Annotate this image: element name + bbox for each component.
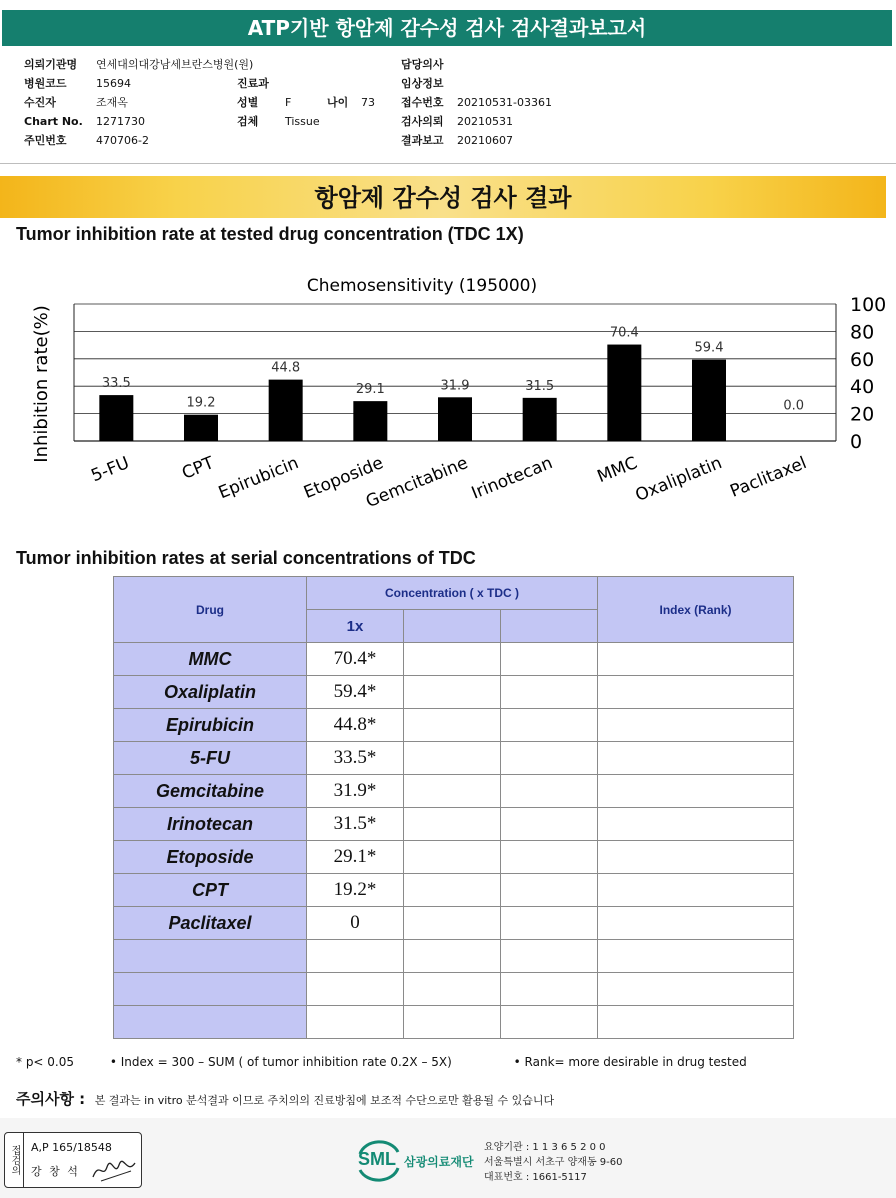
value-1x-cell: 31.5* [307, 808, 404, 841]
table-row [114, 808, 794, 841]
chart-bar [438, 397, 472, 441]
age-value: 73 [361, 96, 375, 109]
chart-bar [692, 360, 726, 441]
empty-concentration-cell [501, 1006, 598, 1039]
chart-data-label: 33.5 [101, 376, 131, 392]
chart-y-tick: 80 [850, 321, 875, 344]
info-value: 20210531-03361 [457, 96, 552, 109]
table-row [114, 841, 794, 874]
info-row [24, 93, 253, 112]
chart-y-tick: 60 [850, 348, 875, 371]
empty-concentration-cell [404, 676, 501, 709]
index-rank-cell [598, 643, 794, 676]
divider [0, 163, 896, 164]
index-rank-cell [598, 841, 794, 874]
concentration-1x-header: 1x [307, 610, 404, 643]
empty-concentration-cell [501, 676, 598, 709]
value-1x-cell [307, 1006, 404, 1039]
info-row [401, 112, 552, 131]
info-row [24, 74, 253, 93]
concentration-empty-header [404, 610, 501, 643]
drug-cell [114, 1006, 307, 1039]
drug-cell [114, 940, 307, 973]
chart-x-tick: Paclitaxel [727, 453, 810, 502]
chart-data-label: 31.5 [525, 378, 555, 394]
info-key: 접수번호 [401, 96, 444, 109]
concentration-header: Concentration ( x TDC ) [307, 577, 598, 610]
drug-cell: CPT [114, 874, 307, 907]
empty-concentration-cell [404, 1006, 501, 1039]
drug-header: Drug [114, 577, 307, 643]
empty-concentration-cell [404, 841, 501, 874]
info-row [24, 131, 253, 150]
index-rank-cell [598, 676, 794, 709]
empty-concentration-cell [404, 940, 501, 973]
org-code: 요양기관 : 1 1 3 6 5 2 0 0 [484, 1142, 606, 1153]
chart-y-tick: 100 [850, 294, 887, 316]
info-value: 470706-2 [96, 134, 149, 147]
sex-value: F [285, 96, 292, 109]
info-row [401, 93, 552, 112]
info-row [24, 55, 253, 74]
age-label: 나이 [327, 96, 349, 109]
value-1x-cell: 70.4* [307, 643, 404, 676]
info-key: 임상정보 [401, 77, 444, 90]
info-value: 20210531 [457, 115, 513, 128]
chart-data-label: 0.0 [783, 398, 805, 414]
value-1x-cell: 29.1* [307, 841, 404, 874]
empty-concentration-cell [501, 643, 598, 676]
info-value: 15694 [96, 77, 131, 90]
chart-data-label: 31.9 [440, 378, 470, 394]
empty-concentration-cell [501, 709, 598, 742]
chart-x-ticks [88, 453, 809, 512]
info-key: 수진자 [24, 96, 56, 109]
chart-data-label: 70.4 [609, 325, 639, 341]
drug-cell: Gemcitabine [114, 775, 307, 808]
org-phone: 대표번호 : 1661-5117 [484, 1172, 587, 1183]
org-name: 삼광의료재단 [404, 1155, 474, 1169]
drug-cell: Epirubicin [114, 709, 307, 742]
info-row [237, 112, 375, 131]
chart-y-tick: 40 [850, 376, 875, 399]
empty-concentration-cell [404, 742, 501, 775]
notice [16, 1088, 554, 1109]
chart-bar [353, 401, 387, 441]
section1-title: Tumor inhibition rate at tested drug concentration (TDC 1X) [16, 224, 524, 244]
info-key: 결과보고 [401, 134, 444, 147]
empty-concentration-cell [404, 709, 501, 742]
empty-concentration-cell [501, 841, 598, 874]
table-row [114, 709, 794, 742]
chart-x-tick: Gemcitabine [363, 453, 471, 513]
empty-concentration-cell [501, 940, 598, 973]
drug-cell: MMC [114, 643, 307, 676]
index-rank-cell [598, 907, 794, 940]
chart-y-axis-label: Inhibition rate(%) [31, 305, 52, 463]
empty-concentration-cell [501, 907, 598, 940]
empty-concentration-cell [501, 775, 598, 808]
chart-y-tick: 0 [850, 431, 863, 453]
footnote-p: * p< 0.05 [16, 1055, 75, 1069]
empty-concentration-cell [404, 874, 501, 907]
chart-data-label: 44.8 [271, 360, 301, 376]
stamp-vertical-label: 접검의 [5, 1133, 24, 1187]
info-key: 주민번호 [24, 134, 67, 147]
index-rank-cell [598, 1006, 794, 1039]
chart-bar [269, 380, 303, 441]
table-row [114, 775, 794, 808]
index-rank-cell [598, 709, 794, 742]
index-rank-cell [598, 775, 794, 808]
value-1x-cell: 59.4* [307, 676, 404, 709]
chart-data-label: 59.4 [694, 340, 724, 356]
info-row [401, 55, 552, 74]
sml-logo-text: SML [358, 1149, 396, 1169]
footnotes [16, 1055, 886, 1069]
empty-concentration-cell [501, 874, 598, 907]
table-row [114, 676, 794, 709]
info-mid [237, 74, 375, 131]
footnote-index: • Index = 300 – SUM ( of tumor inhibition rate 0.2X – 5X) [109, 1055, 452, 1069]
chart-bar [523, 398, 557, 441]
chart-x-tick: Oxaliplatin [632, 453, 725, 506]
table-row [114, 973, 794, 1006]
pathologist-stamp [4, 1132, 142, 1188]
chart-y-tick: 20 [850, 403, 875, 426]
empty-concentration-cell [404, 973, 501, 1006]
value-1x-cell [307, 973, 404, 1006]
chart-x-tick: MMC [594, 453, 641, 488]
chart-x-tick: 5-FU [88, 453, 133, 487]
info-key: 검사의뢰 [401, 115, 444, 128]
specimen-value: Tissue [285, 115, 320, 128]
value-1x-cell: 31.9* [307, 775, 404, 808]
org-info [484, 1140, 623, 1185]
table-row [114, 940, 794, 973]
index-rank-cell [598, 940, 794, 973]
drug-cell: Irinotecan [114, 808, 307, 841]
result-banner: 항암제 감수성 검사 결과 [0, 176, 886, 218]
signature-icon [91, 1157, 137, 1183]
info-row [237, 93, 375, 112]
stamp-name: 강 창 석 [31, 1165, 80, 1178]
chart-x-tick: Etoposide [300, 453, 387, 504]
value-1x-cell: 44.8* [307, 709, 404, 742]
info-value: 연세대의대강남세브란스병원(원) [96, 58, 254, 71]
footnote-rank: • Rank= more desirable in drug tested [513, 1055, 747, 1069]
index-rank-cell [598, 742, 794, 775]
results-table-body [114, 643, 794, 1039]
report-title: ATP기반 항암제 감수성 검사 검사결과보고서 [2, 10, 892, 46]
value-1x-cell: 0 [307, 907, 404, 940]
info-value: 조재옥 [96, 96, 128, 109]
table-row [114, 643, 794, 676]
index-rank-cell [598, 874, 794, 907]
drug-cell: 5-FU [114, 742, 307, 775]
chart-title: Chemosensitivity (195000) [306, 276, 538, 296]
value-1x-cell: 19.2* [307, 874, 404, 907]
empty-concentration-cell [501, 973, 598, 1006]
index-rank-cell [598, 808, 794, 841]
notice-label: 주의사항 : [16, 1090, 86, 1108]
index-rank-cell [598, 973, 794, 1006]
info-row [401, 131, 552, 150]
table-row [114, 1006, 794, 1039]
stamp-id: A,P 165/18548 [31, 1141, 112, 1154]
chart-x-tick: Irinotecan [468, 453, 556, 504]
chart-x-tick: CPT [179, 453, 217, 484]
info-key: 의뢰기관명 [24, 58, 78, 71]
dept-label: 진료과 [237, 77, 269, 90]
drug-cell: Oxaliplatin [114, 676, 307, 709]
empty-concentration-cell [404, 775, 501, 808]
chart-x-tick: Epirubicin [215, 453, 302, 504]
chart-bar [184, 415, 218, 441]
info-key: 담당의사 [401, 58, 444, 71]
value-1x-cell: 33.5* [307, 742, 404, 775]
concentration-empty-header [501, 610, 598, 643]
table-row [114, 742, 794, 775]
empty-concentration-cell [501, 808, 598, 841]
index-rank-header: Index (Rank) [598, 577, 794, 643]
table-row [114, 907, 794, 940]
chart-data-label: 19.2 [186, 395, 216, 411]
chart-bar [99, 395, 133, 441]
info-value: 1271730 [96, 115, 145, 128]
section2-title: Tumor inhibition rates at serial concentrations of TDC [16, 548, 476, 568]
sex-label: 성별 [237, 96, 259, 109]
chart-y-ticks [850, 294, 886, 453]
specimen-label: 검체 [237, 115, 259, 128]
table-row [114, 874, 794, 907]
empty-concentration-cell [404, 643, 501, 676]
notice-text: 본 결과는 in vitro 분석결과 이므로 주치의의 진료방침에 보조적 수단으로만 활용될 수 있습니다 [94, 1094, 555, 1107]
drug-cell [114, 973, 307, 1006]
results-table [113, 576, 794, 1039]
info-row [401, 74, 552, 93]
org-address: 서울특별시 서초구 양재동 9-60 [484, 1157, 623, 1168]
info-left [24, 55, 253, 150]
chart-data-label: 29.1 [355, 382, 385, 398]
empty-concentration-cell [404, 907, 501, 940]
empty-concentration-cell [404, 808, 501, 841]
info-row [237, 74, 375, 93]
drug-cell: Paclitaxel [114, 907, 307, 940]
chart-bar [607, 345, 641, 441]
drug-cell: Etoposide [114, 841, 307, 874]
info-right [401, 55, 552, 150]
info-key: 병원코드 [24, 77, 67, 90]
info-row [24, 112, 253, 131]
empty-concentration-cell [501, 742, 598, 775]
info-key: Chart No. [24, 115, 83, 128]
value-1x-cell [307, 940, 404, 973]
chemosensitivity-chart [0, 262, 896, 552]
info-value: 20210607 [457, 134, 513, 147]
